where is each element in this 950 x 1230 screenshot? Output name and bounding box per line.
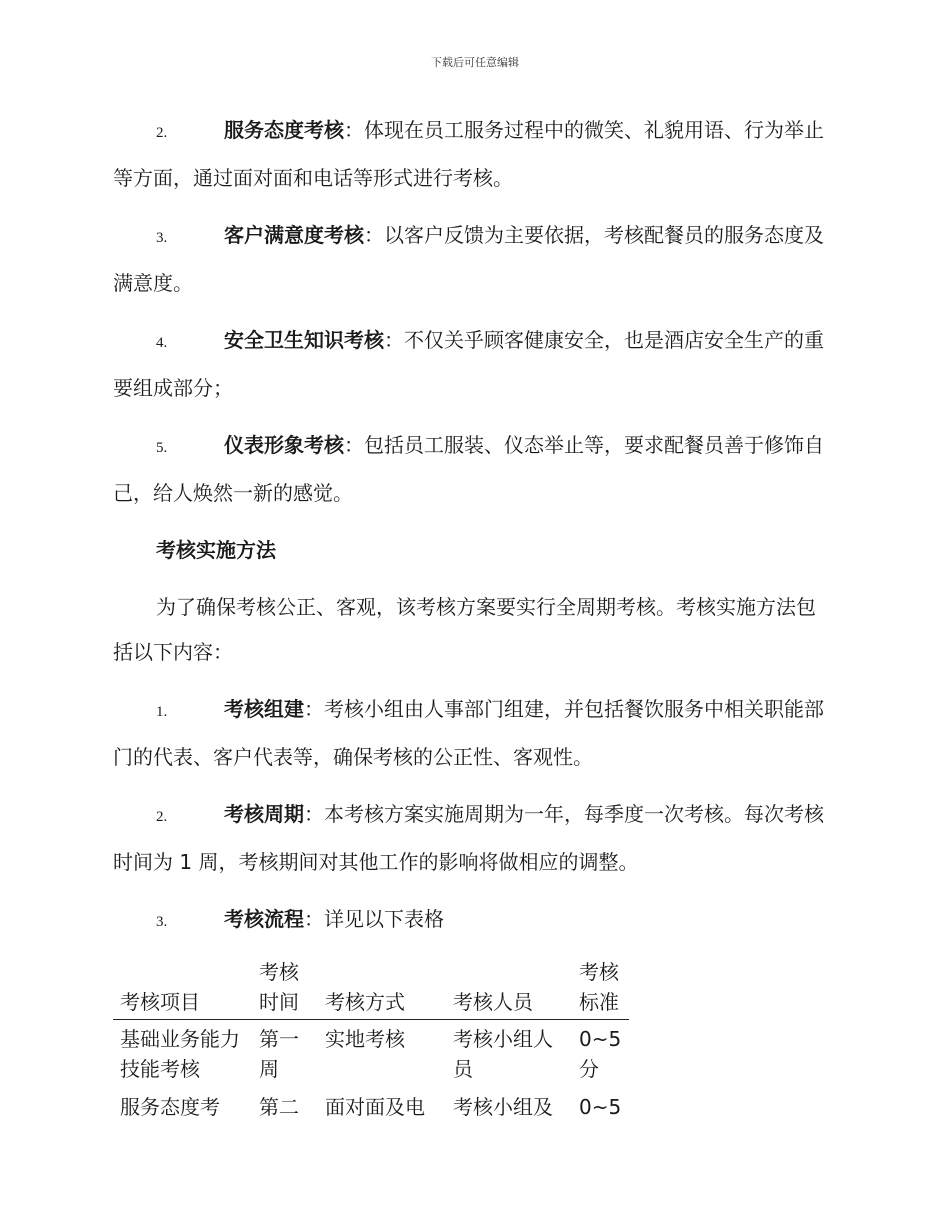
table-cell: 服务态度考 bbox=[120, 1095, 220, 1119]
item-title: 仪表形象考核 bbox=[224, 433, 344, 457]
list-item bbox=[113, 423, 833, 516]
list-item bbox=[113, 108, 833, 201]
table-cell: 实地考核 bbox=[325, 1027, 405, 1051]
item-text: ：体现在员工服务过程中的微笑、礼貌用语、行为举止等方面，通过面对面和电话等形式进行考核。 bbox=[113, 118, 824, 190]
table-cell: 考核小组人员 bbox=[453, 1027, 553, 1081]
column-header: 考核项目 bbox=[113, 957, 252, 1020]
table-row bbox=[113, 1088, 629, 1126]
intro-paragraph: 为了确保考核公正、客观，该考核方案要实行全周期考核。考核实施方法包括以下内容： bbox=[113, 595, 816, 664]
item-number: 3. bbox=[156, 914, 168, 930]
table-cell: 第一周 bbox=[259, 1027, 299, 1081]
column-header: 考核时间 bbox=[252, 957, 318, 1020]
item-title: 安全卫生知识考核 bbox=[224, 328, 384, 352]
table-header-row bbox=[113, 957, 629, 1020]
section-heading: 考核实施方法 bbox=[156, 538, 276, 562]
item-title: 考核周期 bbox=[224, 802, 304, 826]
item-text: ：详见以下表格 bbox=[304, 907, 444, 931]
column-header: 考核人员 bbox=[446, 957, 572, 1020]
item-title: 考核流程 bbox=[224, 907, 304, 931]
assessment-table bbox=[113, 957, 629, 1126]
item-number: 5. bbox=[156, 440, 168, 456]
table-cell: 面对面及电 bbox=[325, 1095, 425, 1119]
item-number: 2. bbox=[156, 809, 168, 825]
item-text: ：本考核方案实施周期为一年，每季度一次考核。每次考核时间为 1 周，考核期间对其他工作的影响将做相应的调整。 bbox=[113, 802, 824, 874]
list-item bbox=[113, 318, 833, 411]
list-item bbox=[113, 687, 833, 780]
column-header: 考核标准 bbox=[572, 957, 629, 1020]
item-title: 服务态度考核 bbox=[224, 118, 344, 142]
list-item bbox=[113, 792, 833, 885]
column-header: 考核方式 bbox=[318, 957, 446, 1020]
table-cell: 考核小组及 bbox=[453, 1095, 553, 1119]
item-text: ：不仅关乎顾客健康安全，也是酒店安全生产的重要组成部分； bbox=[113, 328, 824, 400]
table-cell: 第二 bbox=[259, 1095, 299, 1119]
item-title: 客户满意度考核 bbox=[224, 223, 364, 247]
table-cell: 0~5 分 bbox=[579, 1027, 622, 1081]
item-text: ：以客户反馈为主要依据，考核配餐员的服务态度及满意度。 bbox=[113, 223, 824, 295]
item-number: 3. bbox=[156, 230, 168, 246]
item-number: 1. bbox=[156, 704, 168, 720]
list-item bbox=[113, 213, 833, 306]
page-header: 下载后可任意编辑 bbox=[431, 56, 519, 69]
document-body bbox=[113, 108, 833, 1126]
item-text: ：考核小组由人事部门组建，并包括餐饮服务中相关职能部门的代表、客户代表等，确保考核的公正性、客观性。 bbox=[113, 697, 824, 769]
item-number: 2. bbox=[156, 125, 168, 141]
item-text: ：包括员工服装、仪态举止等，要求配餐员善于修饰自己，给人焕然一新的感觉。 bbox=[113, 433, 824, 505]
item-title: 考核组建 bbox=[224, 697, 304, 721]
table-row bbox=[113, 1020, 629, 1089]
table-cell: 0~5 bbox=[579, 1095, 622, 1119]
item-number: 4. bbox=[156, 335, 168, 351]
list-item bbox=[113, 897, 833, 945]
table-cell: 基础业务能力技能考核 bbox=[120, 1027, 240, 1081]
